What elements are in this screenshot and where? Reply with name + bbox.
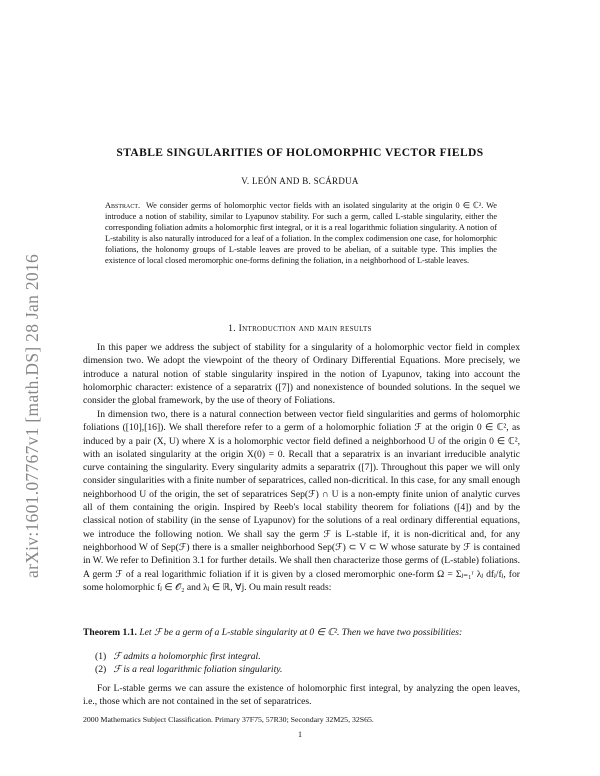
theorem-statement: Let ℱ be a germ of a L-stable singularity at 0 ∈ ℂ². Then we have two possibilities:: [139, 627, 463, 638]
paragraph-2: [83, 408, 520, 594]
theorem-heading: Theorem 1.1.: [83, 627, 137, 638]
page-number: 1: [298, 730, 302, 739]
footnote-msc: 2000 Mathematics Subject Classification. Primary 37F75, 57R30; Secondary 32M25, 32S65.: [83, 715, 374, 724]
arxiv-identifier-stamp: arXiv:1601.07767v1 [math.DS] 28 Jan 2016: [22, 253, 42, 578]
paragraph-1-text: In this paper we address the subject of stability for a singularity of a holomorphic vector field in complex dimension two. We adopt the viewpoint of the theory of Ordinary Differential Equations. More precisely, we introduce a natural notion of stable singularity inspired in the notion of Lyapunov, taking into account the holomorphic character: existence of a separatrix ([7]) and nonexistence of bounded solutions. In the sequel we consider the global framework, by the use of theory of Foliations.: [83, 342, 520, 407]
paragraph-1: [83, 341, 520, 407]
theorem-item-text: ℱ admits a holomorphic first integral.: [113, 651, 261, 662]
abstract: [105, 200, 497, 266]
theorem-1-1: [83, 626, 520, 639]
paragraph-2-text: In dimension two, there is a natural connection between vector field singularities and germs of holomorphic foliations ([10],[16]). We shall therefore refer to a germ of a holomorphic foliation ℱ at the origin 0 ∈ ℂ², as induced by a pair (X, U) where X is a holomorphic vector field defined a neighborhood U of the origin 0 ∈ ℂ², with an isolated singularity at the origin X(0) = 0. Recall that a separatrix is an invariant irreducible analytic curve containing the singularity. Every singularity admits a separatrix ([7]). Throughout this paper we will only consider singularities with a finite number of separatrices, called non-dicritical. In this case, for any small enough neighborhood U of the origin, the set of separatrices Sep(ℱ) ∩ U is a non-empty finite union of analytic curves all of them containing the origin. Inspired by Reeb's local stability theorem for foliations ([4]) and by the classical notion of stability (in the sense of Lyapunov) for the solutions of a real ordinary differential equations, we introduce the following notion. We shall say the germ ℱ is L-stable if, it is non-dicritical and, for any neighborhood W of Sep(ℱ) there is a smaller neighborhood Sep(ℱ) ⊂ V ⊂ W whose saturate by ℱ is contained in W. We refer to Definition 3.1 for further details. We shall then characterize those germs of (L-stable) foliations. A germ ℱ of a real logarithmic foliation if it is given by a closed meromorphic one-form Ω = Σⱼ₌₁ʳ λⱼ dfⱼ/fⱼ, for some holomorphic fⱼ ∈ 𝒪₂ and λⱼ ∈ ℝ, ∀j. Ou main result reads:: [83, 409, 520, 593]
theorem-item-text: ℱ is a real logarithmic foliation singularity.: [113, 664, 283, 675]
theorem-item: [95, 663, 515, 676]
section-heading: 1. Introduction and main results: [228, 323, 372, 334]
theorem-item-number: (1): [95, 651, 107, 662]
paper-authors: V. LEÓN AND B. SCÁRDUA: [241, 176, 359, 186]
paper-title: STABLE SINGULARITIES OF HOLOMORPHIC VECTOR FIELDS: [116, 147, 484, 159]
paragraph-3-text: For L-stable germs we can assure the existence of holomorphic first integral, by analyzing the open leaves, i.e., those which are not contained in the set of separatrices.: [83, 683, 520, 708]
theorem-item: [95, 650, 515, 663]
abstract-label: Abstract.: [105, 201, 141, 210]
theorem-items: [95, 650, 515, 676]
paragraph-3: [83, 682, 520, 709]
theorem-item-number: (2): [95, 664, 107, 675]
abstract-text: We consider germs of holomorphic vector fields with an isolated singularity at the origin 0 ∈ ℂ². We introduce a notion of stability, similar to Lyapunov stability. For such a germ, called L-stable singularity, either the corresponding foliation admits a holomorphic first integral, or it is a real logarithmic foliation singularity. A notion of L-stability is also naturally introduced for a leaf of a foliation. In the complex codimension one case, for holomorphic foliations, the holonomy groups of L-stable leaves are proved to be abelian, of a suitable type. This implies the existence of local closed meromorphic one-forms defining the foliation, in a neighborhood of L-stable leaves.: [105, 201, 497, 265]
